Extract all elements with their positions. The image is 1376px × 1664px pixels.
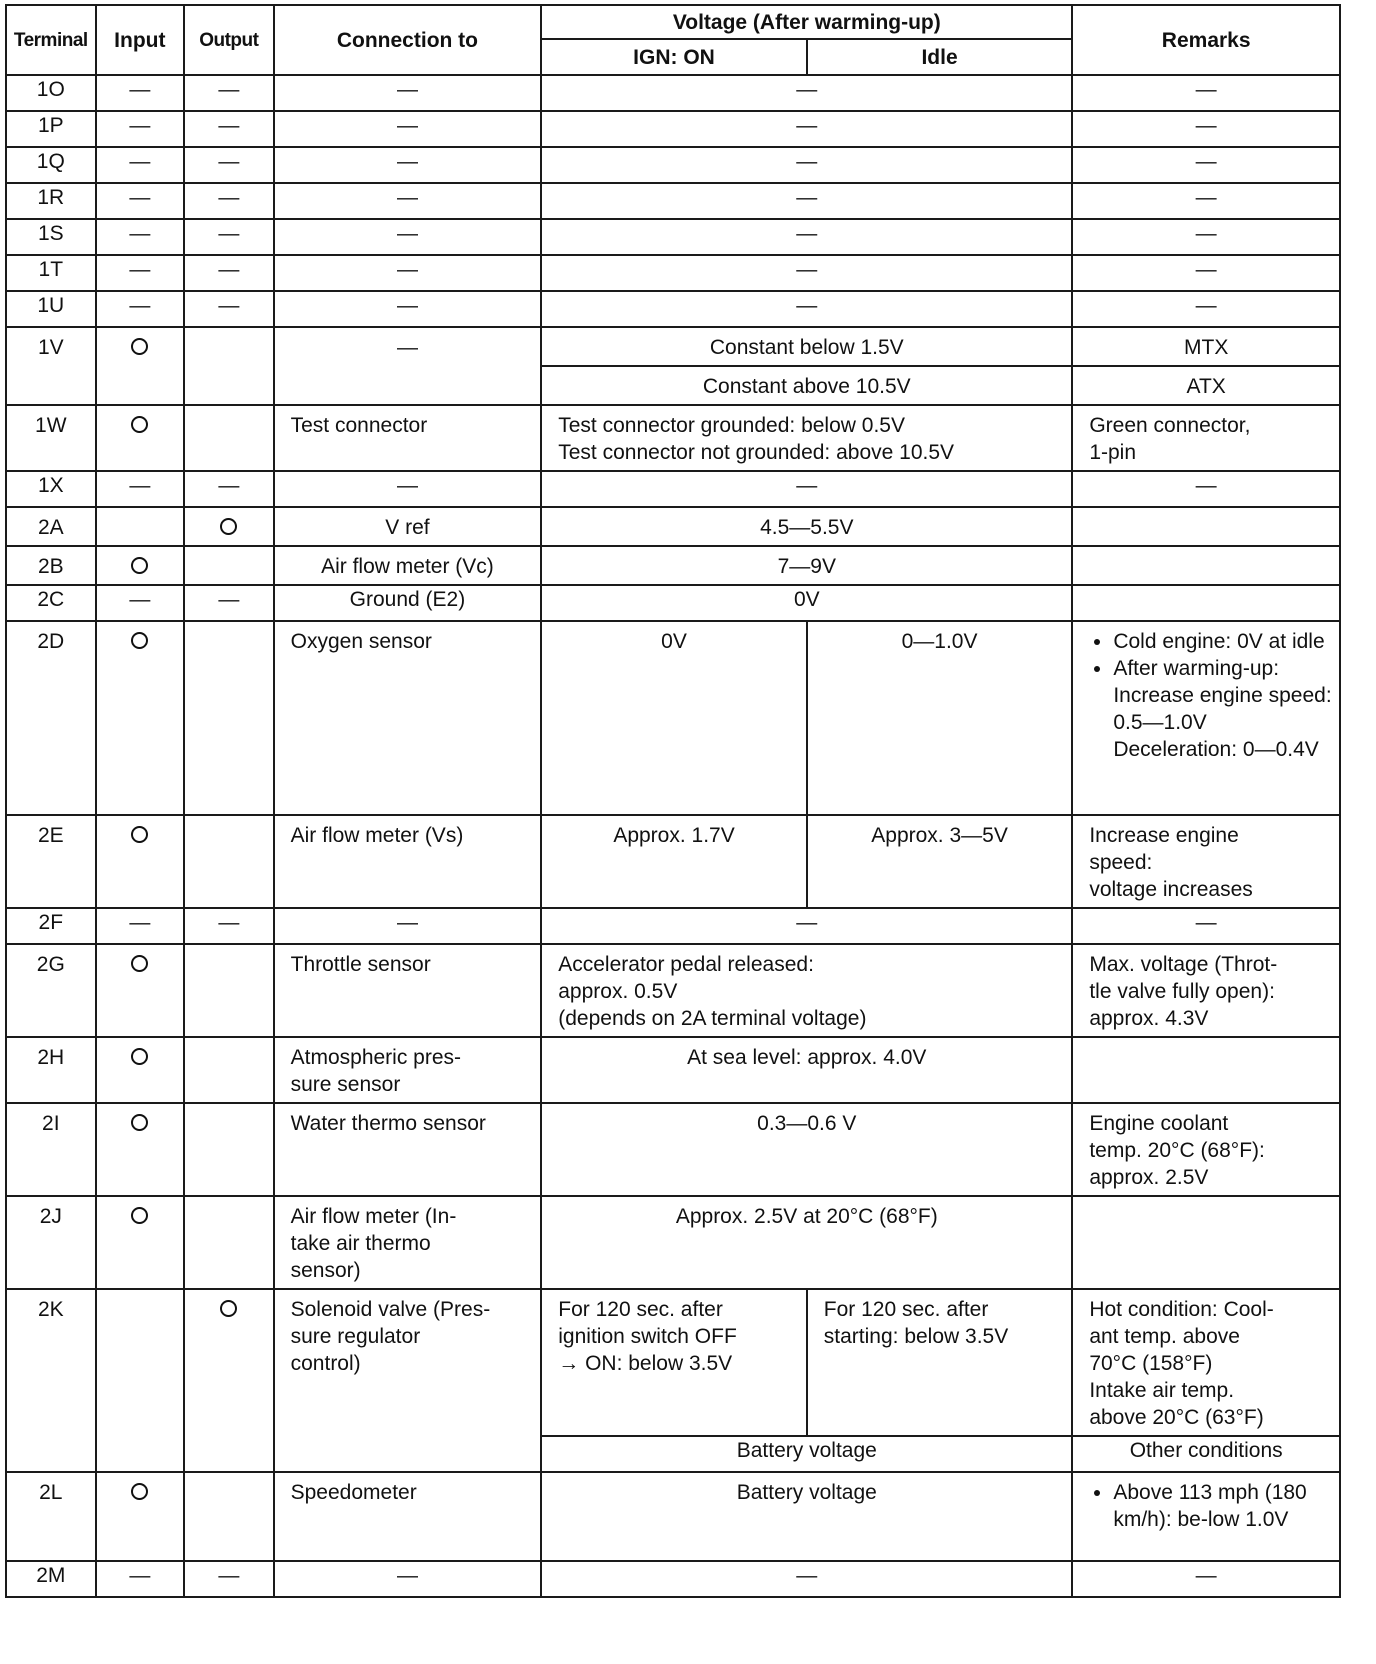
voltage-value: Test connector grounded: below 0.5V Test connector not grounded: above 10.5V bbox=[541, 405, 1072, 471]
terminal-voltage-table bbox=[5, 4, 1341, 1598]
voltage-dash: — bbox=[541, 219, 1072, 255]
connection-value: Air flow meter (Vc) bbox=[274, 546, 542, 585]
connection-value: Atmospheric pres- sure sensor bbox=[274, 1037, 542, 1103]
connection-value: Speedometer bbox=[274, 1472, 542, 1561]
list-item: • Cold engine: 0V at idle bbox=[1113, 628, 1333, 655]
voltage-value: Accelerator pedal released: approx. 0.5V (depends on 2A terminal voltage) bbox=[541, 944, 1072, 1037]
table-row bbox=[6, 507, 1340, 546]
terminal-id: 1O bbox=[6, 75, 96, 111]
header-connection: Connection to bbox=[274, 5, 542, 75]
header-terminal: Terminal bbox=[6, 5, 96, 75]
input-dash: — bbox=[96, 471, 185, 507]
table-row bbox=[6, 405, 1340, 471]
table-row bbox=[6, 1037, 1340, 1103]
input-circle-icon bbox=[131, 632, 148, 649]
voltage-dash: — bbox=[541, 908, 1072, 944]
table-row bbox=[6, 471, 1340, 507]
output-indicator bbox=[184, 405, 274, 471]
input-indicator bbox=[96, 405, 185, 471]
connection-dash: — bbox=[274, 219, 542, 255]
input-indicator bbox=[96, 546, 185, 585]
table-row bbox=[6, 621, 1340, 815]
input-indicator bbox=[96, 1472, 185, 1561]
remarks-dash: — bbox=[1072, 147, 1340, 183]
connection-value: Oxygen sensor bbox=[274, 621, 542, 815]
input-circle-icon bbox=[131, 338, 148, 355]
output-indicator bbox=[184, 546, 274, 585]
input-dash: — bbox=[96, 183, 185, 219]
ign-on-value: For 120 sec. after ignition switch OFF → ON: below 3.5V bbox=[541, 1289, 807, 1436]
terminal-id: 1U bbox=[6, 291, 96, 327]
terminal-id: 1V bbox=[6, 327, 96, 405]
voltage-value: At sea level: approx. 4.0V bbox=[541, 1037, 1072, 1103]
input-dash: — bbox=[96, 908, 185, 944]
output-dash: — bbox=[184, 219, 274, 255]
idle-value: Approx. 3—5V bbox=[807, 815, 1073, 908]
voltage-dash: — bbox=[541, 255, 1072, 291]
input-dash: — bbox=[96, 585, 185, 621]
remarks-value: Other conditions bbox=[1072, 1436, 1340, 1472]
output-dash: — bbox=[184, 75, 274, 111]
connection-value: Water thermo sensor bbox=[274, 1103, 542, 1196]
list-item: • Above 113 mph (180 km/h): be-low 1.0V bbox=[1113, 1479, 1333, 1533]
idle-value: 0—1.0V bbox=[807, 621, 1073, 815]
voltage-value: Battery voltage bbox=[541, 1472, 1072, 1561]
input-circle-icon bbox=[131, 1048, 148, 1065]
input-dash: — bbox=[96, 111, 185, 147]
terminal-id: 2G bbox=[6, 944, 96, 1037]
remarks-dash: — bbox=[1072, 291, 1340, 327]
header-voltage-group: Voltage (After warming-up) bbox=[541, 5, 1072, 39]
table-row bbox=[6, 944, 1340, 1037]
connection-dash: — bbox=[274, 291, 542, 327]
connection-dash: — bbox=[274, 908, 542, 944]
terminal-id: 2J bbox=[6, 1196, 96, 1289]
header-output: Output bbox=[184, 5, 274, 75]
remarks-dash: — bbox=[1072, 471, 1340, 507]
input-dash: — bbox=[96, 291, 185, 327]
connection-dash: — bbox=[274, 111, 542, 147]
table-row bbox=[6, 183, 1340, 219]
input-indicator bbox=[96, 1037, 185, 1103]
output-dash: — bbox=[184, 1561, 274, 1597]
remarks-value bbox=[1072, 621, 1340, 815]
voltage-dash: — bbox=[541, 1561, 1072, 1597]
connection-dash: — bbox=[274, 255, 542, 291]
output-dash: — bbox=[184, 255, 274, 291]
header-ign-on: IGN: ON bbox=[541, 39, 807, 75]
terminal-id: 1W bbox=[6, 405, 96, 471]
header-input: Input bbox=[96, 5, 185, 75]
remarks-value: Hot condition: Cool- ant temp. above 70°C (158°F) Intake air temp. above 20°C (63°F) bbox=[1072, 1289, 1340, 1436]
output-circle-icon bbox=[220, 518, 237, 535]
table-row bbox=[6, 1472, 1340, 1561]
voltage-value: Constant below 1.5V bbox=[541, 327, 1072, 366]
terminal-id: 1S bbox=[6, 219, 96, 255]
terminal-id: 2F bbox=[6, 908, 96, 944]
voltage-value: Approx. 2.5V at 20°C (68°F) bbox=[541, 1196, 1072, 1289]
remarks-value: Increase engine speed: voltage increases bbox=[1072, 815, 1340, 908]
table-row bbox=[6, 1103, 1340, 1196]
output-circle-icon bbox=[220, 1300, 237, 1317]
input-circle-icon bbox=[131, 955, 148, 972]
connection-dash: — bbox=[274, 183, 542, 219]
remarks-value: Engine coolant temp. 20°C (68°F): approx. 2.5V bbox=[1072, 1103, 1340, 1196]
terminal-id: 2A bbox=[6, 507, 96, 546]
input-circle-icon bbox=[131, 1483, 148, 1500]
output-dash: — bbox=[184, 471, 274, 507]
output-indicator bbox=[184, 944, 274, 1037]
remarks-value: MTX bbox=[1072, 327, 1340, 366]
table-row bbox=[6, 1561, 1340, 1597]
output-dash: — bbox=[184, 908, 274, 944]
voltage-value: 4.5—5.5V bbox=[541, 507, 1072, 546]
voltage-value: Constant above 10.5V bbox=[541, 366, 1072, 405]
input-indicator bbox=[96, 944, 185, 1037]
input-indicator bbox=[96, 1196, 185, 1289]
remarks-value bbox=[1072, 585, 1340, 621]
input-dash: — bbox=[96, 1561, 185, 1597]
output-dash: — bbox=[184, 111, 274, 147]
input-indicator bbox=[96, 621, 185, 815]
remarks-dash: — bbox=[1072, 183, 1340, 219]
table-row bbox=[6, 815, 1340, 908]
input-circle-icon bbox=[131, 416, 148, 433]
connection-dash: — bbox=[274, 1561, 542, 1597]
connection-dash: — bbox=[274, 471, 542, 507]
voltage-dash: — bbox=[541, 111, 1072, 147]
remarks-value: ATX bbox=[1072, 366, 1340, 405]
output-indicator bbox=[184, 327, 274, 405]
ign-on-value: 0V bbox=[541, 621, 807, 815]
table-row bbox=[6, 585, 1340, 621]
table-row bbox=[6, 75, 1340, 111]
table-row bbox=[6, 908, 1340, 944]
connection-value: Air flow meter (In- take air thermo sensor) bbox=[274, 1196, 542, 1289]
output-indicator bbox=[184, 621, 274, 815]
terminal-id: 1T bbox=[6, 255, 96, 291]
terminal-id: 2K bbox=[6, 1289, 96, 1472]
voltage-value: 0.3—0.6 V bbox=[541, 1103, 1072, 1196]
list-item: • After warming-up: Increase engine speed: 0.5—1.0V Deceleration: 0—0.4V bbox=[1113, 655, 1333, 763]
output-indicator bbox=[184, 1103, 274, 1196]
input-indicator bbox=[96, 1103, 185, 1196]
terminal-id: 2I bbox=[6, 1103, 96, 1196]
input-dash: — bbox=[96, 219, 185, 255]
remarks-value bbox=[1072, 507, 1340, 546]
remarks-value bbox=[1072, 1472, 1340, 1561]
input-dash: — bbox=[96, 255, 185, 291]
remarks-dash: — bbox=[1072, 1561, 1340, 1597]
table-row bbox=[6, 1196, 1340, 1289]
terminal-id: 1Q bbox=[6, 147, 96, 183]
table-row bbox=[6, 147, 1340, 183]
terminal-id: 2M bbox=[6, 1561, 96, 1597]
terminal-id: 1R bbox=[6, 183, 96, 219]
remarks-value bbox=[1072, 546, 1340, 585]
output-indicator bbox=[184, 815, 274, 908]
table-row bbox=[6, 546, 1340, 585]
remarks-dash: — bbox=[1072, 75, 1340, 111]
input-circle-icon bbox=[131, 1114, 148, 1131]
connection-value: Air flow meter (Vs) bbox=[274, 815, 542, 908]
table-row bbox=[6, 327, 1340, 366]
voltage-value: Battery voltage bbox=[541, 1436, 1072, 1472]
remarks-value: Green connector, 1-pin bbox=[1072, 405, 1340, 471]
table-row bbox=[6, 219, 1340, 255]
terminal-id: 2B bbox=[6, 546, 96, 585]
header-remarks: Remarks bbox=[1072, 5, 1340, 75]
voltage-dash: — bbox=[541, 183, 1072, 219]
remarks-value bbox=[1072, 1037, 1340, 1103]
ign-on-value: Approx. 1.7V bbox=[541, 815, 807, 908]
connection-value: Throttle sensor bbox=[274, 944, 542, 1037]
input-indicator bbox=[96, 1289, 185, 1472]
voltage-value: 0V bbox=[541, 585, 1072, 621]
table-row bbox=[6, 111, 1340, 147]
remarks-value: Max. voltage (Throt- tle valve fully open): approx. 4.3V bbox=[1072, 944, 1340, 1037]
remarks-dash: — bbox=[1072, 908, 1340, 944]
voltage-dash: — bbox=[541, 291, 1072, 327]
table-row bbox=[6, 1289, 1340, 1436]
connection-dash: — bbox=[274, 327, 542, 405]
voltage-dash: — bbox=[541, 75, 1072, 111]
terminal-id: 2E bbox=[6, 815, 96, 908]
remarks-dash: — bbox=[1072, 219, 1340, 255]
remarks-list bbox=[1079, 628, 1333, 763]
output-dash: — bbox=[184, 183, 274, 219]
connection-value: Solenoid valve (Pres- sure regulator control) bbox=[274, 1289, 542, 1472]
voltage-dash: — bbox=[541, 471, 1072, 507]
input-indicator bbox=[96, 507, 185, 546]
terminal-id: 1P bbox=[6, 111, 96, 147]
input-indicator bbox=[96, 327, 185, 405]
remarks-dash: — bbox=[1072, 255, 1340, 291]
table-row bbox=[6, 291, 1340, 327]
terminal-id: 2H bbox=[6, 1037, 96, 1103]
input-dash: — bbox=[96, 75, 185, 111]
output-dash: — bbox=[184, 147, 274, 183]
output-dash: — bbox=[184, 291, 274, 327]
output-indicator bbox=[184, 1037, 274, 1103]
terminal-id: 2L bbox=[6, 1472, 96, 1561]
terminal-id: 2D bbox=[6, 621, 96, 815]
input-dash: — bbox=[96, 147, 185, 183]
voltage-value: 7—9V bbox=[541, 546, 1072, 585]
connection-dash: — bbox=[274, 75, 542, 111]
input-circle-icon bbox=[131, 1207, 148, 1224]
connection-dash: — bbox=[274, 147, 542, 183]
header-idle: Idle bbox=[807, 39, 1073, 75]
output-indicator bbox=[184, 507, 274, 546]
input-indicator bbox=[96, 815, 185, 908]
input-circle-icon bbox=[131, 557, 148, 574]
output-indicator bbox=[184, 1472, 274, 1561]
remarks-list bbox=[1079, 1479, 1333, 1533]
output-dash: — bbox=[184, 585, 274, 621]
connection-value: V ref bbox=[274, 507, 542, 546]
connection-value: Ground (E2) bbox=[274, 585, 542, 621]
table-row bbox=[6, 255, 1340, 291]
remarks-value bbox=[1072, 1196, 1340, 1289]
terminal-id: 1X bbox=[6, 471, 96, 507]
voltage-dash: — bbox=[541, 147, 1072, 183]
remarks-dash: — bbox=[1072, 111, 1340, 147]
output-indicator bbox=[184, 1196, 274, 1289]
terminal-id: 2C bbox=[6, 585, 96, 621]
input-circle-icon bbox=[131, 826, 148, 843]
connection-value: Test connector bbox=[274, 405, 542, 471]
idle-value: For 120 sec. after starting: below 3.5V bbox=[807, 1289, 1073, 1436]
output-indicator bbox=[184, 1289, 274, 1472]
